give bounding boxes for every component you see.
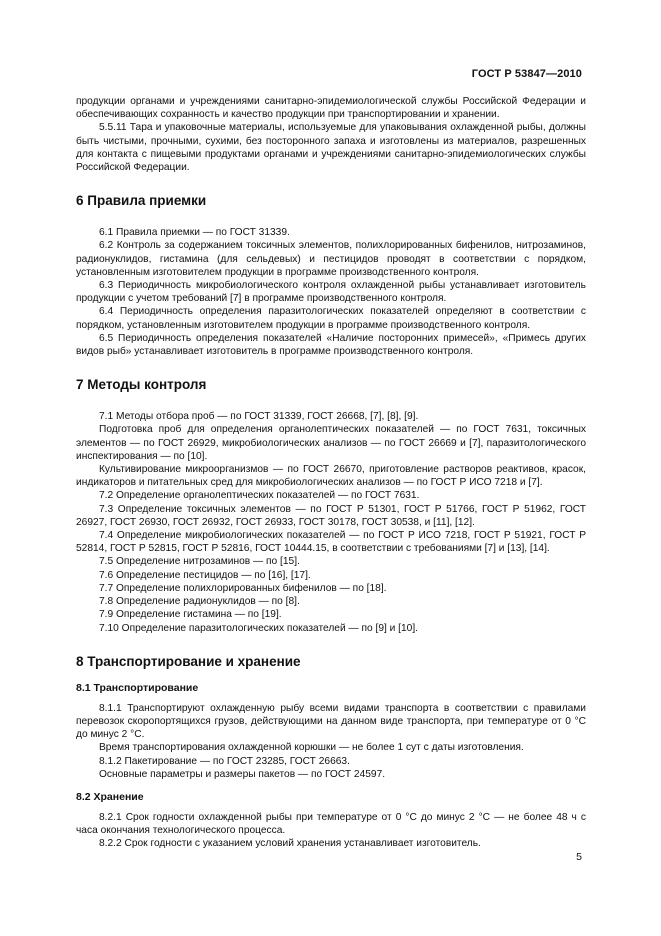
paragraph: 7.9 Определение гистамина — по [19]. bbox=[99, 609, 282, 621]
paragraph: Подготовка проб для определения органолептических показателей — по ГОСТ 7631, токсичных элементов — по ГОСТ 26929, микробиологических анализов — по ГОСТ 26669 и [7], паразитологического инспектирования — по [10]. bbox=[76, 424, 586, 462]
subsection-heading: 8.1 Транспортирование bbox=[76, 681, 199, 694]
paragraph: 5.5.11 Тара и упаковочные материалы, используемые для упаковывания охлажденной рыбы, должны быть чистыми, прочными, сухими, без посторонного запаха и изготовлены из материалов, разрешенных для контакта с пищевыми продуктами органами и учреждениями санитарно-эпидемиологических службы Российской Федерации. bbox=[76, 122, 586, 174]
paragraph: 7.3 Определение токсичных элементов — по ГОСТ Р 51301, ГОСТ Р 51766, ГОСТ Р 51962, ГОСТ 26927, ГОСТ 26930, ГОСТ 26932, ГОСТ 26933, ГОСТ 30178, ГОСТ 30538, и [11], [12]. bbox=[76, 503, 586, 528]
paragraph: 7.2 Определение органолептических показателей — по ГОСТ 7631. bbox=[99, 490, 420, 502]
paragraph: 6.5 Периодичность определения показателей «Наличие посторонних примесей», «Примесь других видов рыб» устанавливает изготовитель в программе производственного контроля. bbox=[76, 332, 586, 358]
paragraph: Время транспортирования охлажденной корюшки — не более 1 сут с даты изготовления. bbox=[99, 742, 524, 754]
paragraph: 6.2 Контроль за содержанием токсичных элементов, полихлорированных бифенилов, нитрозаминов, радионуклидов, гистамина (для сельдевых) и пестицидов проводят в соответствии с порядком, установленным изготовителем продукции в программе производственного контроля. bbox=[76, 240, 586, 278]
paragraph: 8.1.1 Транспортируют охлажденную рыбу всеми видами транспорта в соответствии с правилами перевозок скоропортящихся грузов, действующими на данном виде транспорта, при температуре от 0 °С до минус 2 °С. bbox=[76, 702, 586, 741]
paragraph: 7.6 Определение пестицидов — по [16], [17]. bbox=[99, 569, 311, 581]
paragraph: 7.8 Определение радионуклидов — по [8]. bbox=[99, 596, 300, 608]
document-id-header: ГОСТ Р 53847—2010 bbox=[471, 68, 582, 80]
paragraph: 6.4 Периодичность определения паразитологических показателей определяют в соответствии с порядком, установленным изготовителем продукции в программе производственного контроля. bbox=[76, 306, 586, 331]
section-heading: 8 Транспортирование и хранение bbox=[76, 653, 301, 669]
document-body bbox=[76, 95, 586, 851]
paragraph: Культивирование микроорганизмов — по ГОСТ 26670, приготовление растворов реактивов, красок, индикаторов и питательных сред для микробиологических анализов — по ГОСТ Р ИСО 7218 и [7]. bbox=[76, 464, 586, 489]
paragraph: 6.3 Периодичность микробиологического контроля охлажденной рыбы устанавливает изготовитель продукции с учетом требований [7] в программе производственного контроля. bbox=[76, 280, 586, 305]
section-7 bbox=[76, 377, 586, 634]
paragraph: 8.2.2 Срок годности с указанием условий хранения устанавливает изготовитель. bbox=[99, 838, 481, 850]
paragraph: 7.1 Методы отбора проб — по ГОСТ 31339, ГОСТ 26668, [7], [8], [9]. bbox=[99, 411, 419, 423]
section-heading: 7 Методы контроля bbox=[76, 377, 207, 393]
section-6 bbox=[76, 193, 586, 358]
paragraph: 7.10 Определение паразитологических показателей — по [9] и [10]. bbox=[99, 622, 418, 634]
section-heading: 6 Правила приемки bbox=[76, 193, 207, 209]
subsection-heading: 8.2 Хранение bbox=[76, 790, 144, 803]
page-number: 5 bbox=[576, 851, 582, 863]
paragraph: 6.1 Правила приемки — по ГОСТ 31339. bbox=[99, 227, 290, 239]
paragraph: 8.2.1 Срок годности охлажденной рыбы при температуре от 0 °С до минус 2 °С — не более 48 ч с часа окончания технологического процесса. bbox=[76, 811, 586, 837]
paragraph: 8.1.2 Пакетирование — по ГОСТ 23285, ГОСТ 26663. bbox=[99, 755, 350, 767]
paragraph: 7.4 Определение микробиологических показателей — по ГОСТ Р ИСО 7218, ГОСТ Р 51921, ГОСТ Р 52814, ГОСТ Р 52815, ГОСТ Р 52816, ГОСТ 10444.15, в соответствии с требованиями [7] и [13], [14]. bbox=[76, 530, 586, 555]
section-8 bbox=[76, 654, 586, 851]
paragraph: продукции органами и учреждениями санитарно-эпидемиологической службы Российской Федерации и обеспечивающих сохранность и качество продукции при транспортировании и хранении. bbox=[76, 96, 586, 121]
paragraph: Основные параметры и размеры пакетов — по ГОСТ 24597. bbox=[99, 768, 386, 780]
paragraph: 7.5 Определение нитрозаминов — по [15]. bbox=[99, 556, 300, 568]
paragraph: 7.7 Определение полихлорированных бифенилов — по [18]. bbox=[99, 582, 387, 594]
